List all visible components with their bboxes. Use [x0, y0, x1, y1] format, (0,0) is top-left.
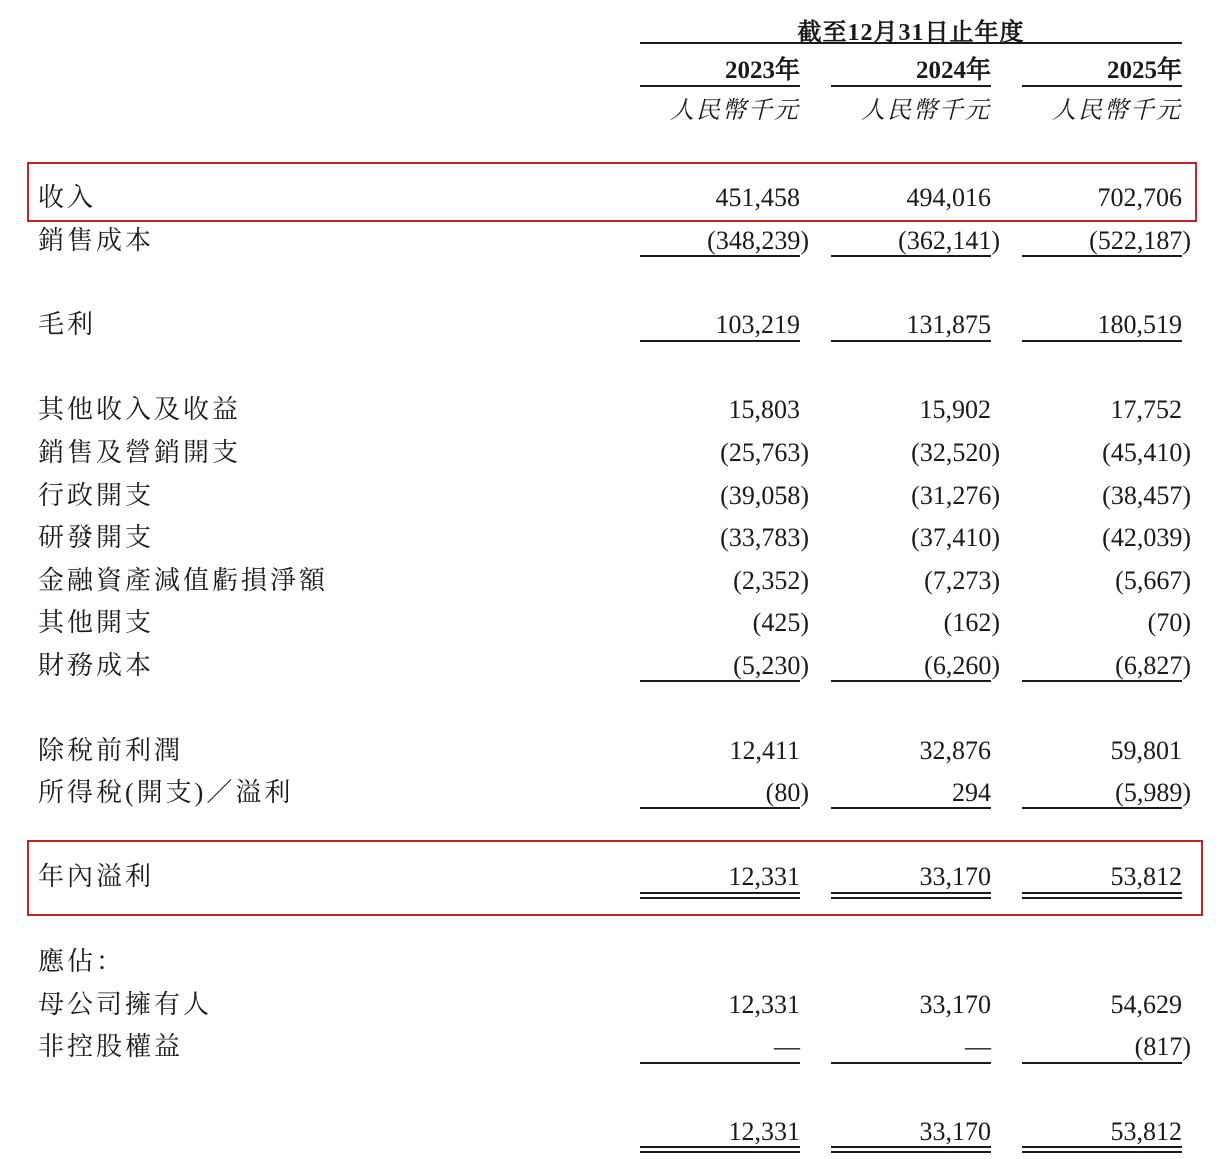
- cell-admin-expenses-2025: (38,457): [1102, 481, 1191, 510]
- subtotal-line: [1022, 680, 1182, 682]
- cell-profit-before-tax-2024: 32,876: [919, 736, 991, 765]
- cell-profit-for-year-2023: 12,331: [728, 862, 800, 891]
- row-label-non-controlling: 非控股權益: [38, 1032, 184, 1061]
- cell-cost-of-sales-2025: (522,187): [1089, 226, 1191, 255]
- cell-other-income-2023: 15,803: [728, 395, 800, 424]
- row-label-income-tax: 所得稅(開支)／溢利: [38, 778, 294, 807]
- cell-cost-of-sales-2023: (348,239): [707, 226, 809, 255]
- total-double-line: [831, 1146, 991, 1153]
- row-label-selling-expenses: 銷售及營銷開支: [38, 438, 242, 467]
- year-underline: [831, 85, 991, 87]
- cell-impairment-losses-2024: (7,273): [924, 566, 1000, 595]
- subtotal-line: [640, 680, 800, 682]
- cell-revenue-2025: 702,706: [1097, 183, 1182, 212]
- row-label-impairment-losses: 金融資產減值虧損淨額: [38, 566, 329, 595]
- cell-rd-expenses-2024: (37,410): [911, 523, 1000, 552]
- unit-label-2023: 人民幣千元: [670, 98, 800, 124]
- row-label-revenue: 收入: [38, 183, 97, 212]
- cell-impairment-losses-2025: (5,667): [1115, 566, 1191, 595]
- cell-total-2024: 33,170: [919, 1117, 991, 1146]
- cell-gross-profit-2023: 103,219: [715, 310, 800, 339]
- cell-revenue-2024: 494,016: [906, 183, 991, 212]
- subtotal-line: [831, 1062, 991, 1064]
- cell-cost-of-sales-2024: (362,141): [898, 226, 1000, 255]
- cell-non-controlling-2025: (817): [1134, 1032, 1191, 1061]
- year-header-2023: 2023年: [724, 57, 800, 84]
- cell-profit-before-tax-2025: 59,801: [1110, 736, 1182, 765]
- period-header: 截至12月31日止年度: [797, 20, 1025, 46]
- subtotal-line: [1022, 340, 1182, 342]
- cell-finance-costs-2025: (6,827): [1115, 651, 1191, 680]
- subtotal-line: [640, 807, 800, 809]
- cell-total-2023: 12,331: [728, 1117, 800, 1146]
- cell-finance-costs-2024: (6,260): [924, 651, 1000, 680]
- subtotal-line: [640, 340, 800, 342]
- cell-admin-expenses-2023: (39,058): [720, 481, 809, 510]
- total-double-line: [1022, 1146, 1182, 1153]
- cell-other-expenses-2025: (70): [1147, 608, 1191, 637]
- row-label-attributable-to: 應佔：: [38, 947, 126, 976]
- row-label-cost-of-sales: 銷售成本: [38, 226, 155, 255]
- cell-finance-costs-2023: (5,230): [733, 651, 809, 680]
- cell-income-tax-2023: (80): [765, 778, 809, 807]
- subtotal-line: [831, 255, 991, 257]
- highlight-box-revenue: [27, 162, 1197, 222]
- cell-revenue-2023: 451,458: [715, 183, 800, 212]
- year-header-2025: 2025年: [1106, 57, 1182, 84]
- total-double-line: [640, 1146, 800, 1153]
- row-label-finance-costs: 財務成本: [38, 651, 155, 680]
- subtotal-line: [1022, 255, 1182, 257]
- subtotal-line: [1022, 1062, 1182, 1064]
- cell-profit-for-year-2025: 53,812: [1110, 862, 1182, 891]
- cell-other-income-2025: 17,752: [1110, 395, 1182, 424]
- subtotal-line: [831, 807, 991, 809]
- subtotal-line: [831, 340, 991, 342]
- cell-total-2025: 53,812: [1110, 1117, 1182, 1146]
- subtotal-line: [640, 255, 800, 257]
- total-double-line: [831, 892, 991, 899]
- cell-other-expenses-2023: (425): [752, 608, 809, 637]
- cell-rd-expenses-2023: (33,783): [720, 523, 809, 552]
- row-label-gross-profit: 毛利: [38, 310, 97, 339]
- unit-label-2024: 人民幣千元: [861, 98, 991, 124]
- cell-other-income-2024: 15,902: [919, 395, 991, 424]
- unit-label-2025: 人民幣千元: [1052, 98, 1182, 124]
- cell-other-expenses-2024: (162): [943, 608, 1000, 637]
- cell-non-controlling-2024: —: [965, 1032, 991, 1061]
- subtotal-line: [640, 1062, 800, 1064]
- cell-impairment-losses-2023: (2,352): [733, 566, 809, 595]
- cell-selling-expenses-2023: (25,763): [720, 438, 809, 467]
- cell-income-tax-2024: 294: [952, 778, 991, 807]
- year-underline: [640, 85, 800, 87]
- cell-profit-before-tax-2023: 12,411: [729, 736, 800, 765]
- total-double-line: [1022, 892, 1182, 899]
- cell-selling-expenses-2025: (45,410): [1102, 438, 1191, 467]
- row-label-profit-for-year: 年內溢利: [38, 862, 155, 891]
- row-label-other-expenses: 其他開支: [38, 608, 155, 637]
- row-label-rd-expenses: 研發開支: [38, 523, 155, 552]
- subtotal-line: [1022, 807, 1182, 809]
- row-label-other-income: 其他收入及收益: [38, 395, 242, 424]
- cell-owners-of-parent-2025: 54,629: [1110, 990, 1182, 1019]
- cell-rd-expenses-2025: (42,039): [1102, 523, 1191, 552]
- cell-owners-of-parent-2024: 33,170: [919, 990, 991, 1019]
- cell-gross-profit-2025: 180,519: [1097, 310, 1182, 339]
- cell-owners-of-parent-2023: 12,331: [728, 990, 800, 1019]
- row-label-owners-of-parent: 母公司擁有人: [38, 990, 213, 1019]
- year-header-2024: 2024年: [915, 57, 991, 84]
- cell-selling-expenses-2024: (32,520): [911, 438, 1000, 467]
- cell-profit-for-year-2024: 33,170: [919, 862, 991, 891]
- cell-income-tax-2025: (5,989): [1115, 778, 1191, 807]
- cell-non-controlling-2023: —: [774, 1032, 800, 1061]
- cell-gross-profit-2024: 131,875: [906, 310, 991, 339]
- total-double-line: [640, 892, 800, 899]
- row-label-profit-before-tax: 除稅前利潤: [38, 736, 184, 765]
- period-underline: [640, 42, 1182, 44]
- highlight-box-profit: [27, 840, 1203, 916]
- subtotal-line: [831, 680, 991, 682]
- row-label-admin-expenses: 行政開支: [38, 481, 155, 510]
- year-underline: [1022, 85, 1182, 87]
- cell-admin-expenses-2024: (31,276): [911, 481, 1000, 510]
